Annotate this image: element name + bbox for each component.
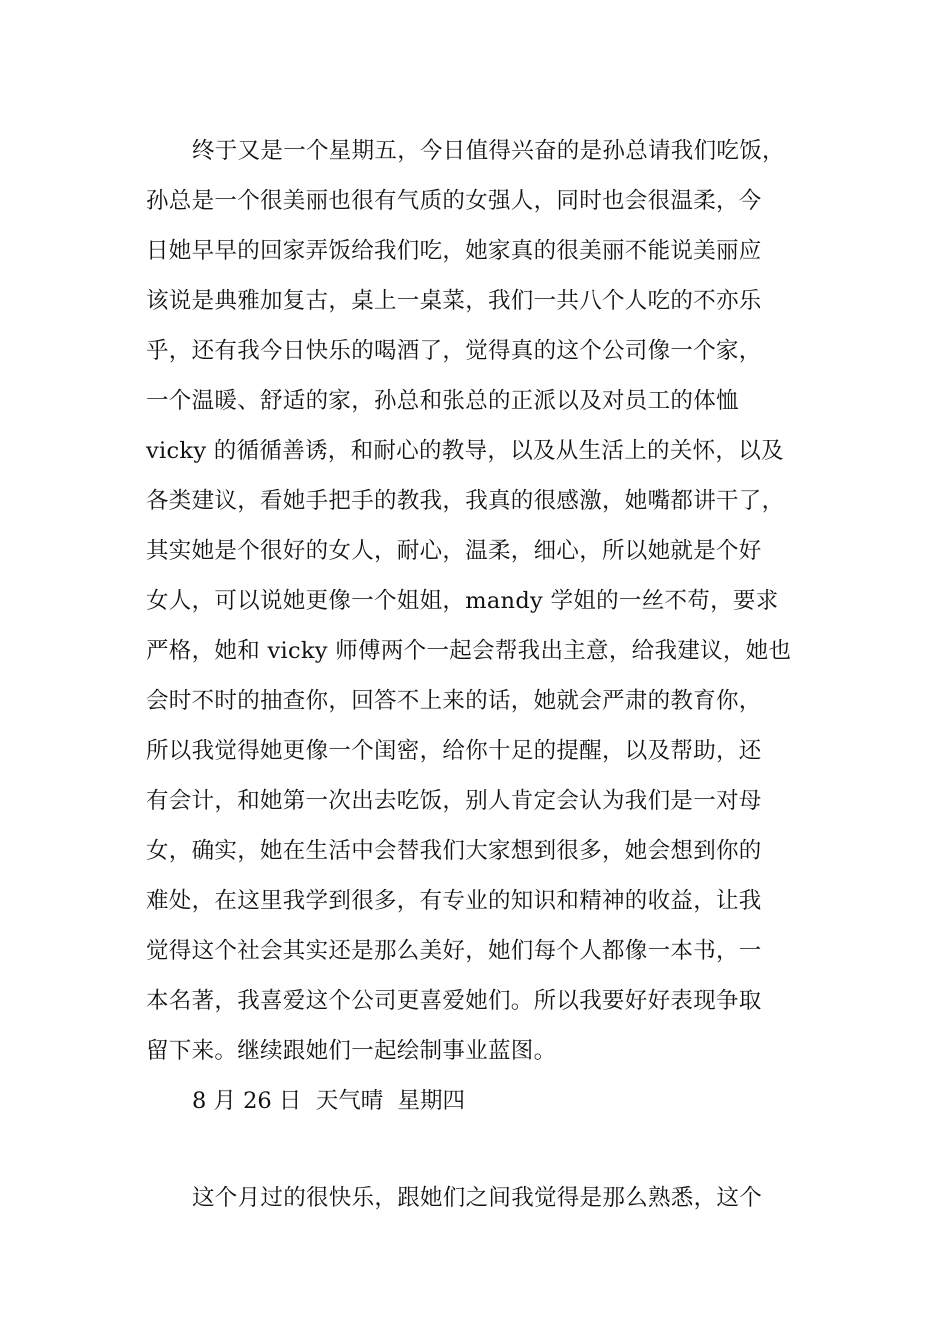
paragraph-line: 一个温暖、舒适的家，孙总和张总的正派以及对员工的体恤: [146, 388, 739, 414]
paragraph-line: 觉得这个社会其实还是那么美好，她们每个人都像一本书，一: [146, 938, 762, 964]
diary-date-heading: 8 月 26 日 天气晴 星期四: [192, 1088, 466, 1114]
paragraph-line: 本名著，我喜爱这个公司更喜爱她们。所以我要好好表现争取: [146, 988, 762, 1014]
paragraph-line: 日她早早的回家弄饭给我们吃，她家真的很美丽不能说美丽应: [146, 238, 762, 264]
paragraph-line: 有会计，和她第一次出去吃饭，别人肯定会认为我们是一对母: [146, 788, 762, 814]
paragraph-line: 终于又是一个星期五，今日值得兴奋的是孙总请我们吃饭，: [192, 138, 785, 164]
paragraph-line: 难处，在这里我学到很多，有专业的知识和精神的收益，让我: [146, 888, 762, 914]
paragraph-line: 这个月过的很快乐，跟她们之间我觉得是那么熟悉，这个: [192, 1185, 763, 1211]
diary-paragraph: [146, 126, 826, 1076]
paragraph-line: 女，确实，她在生活中会替我们大家想到很多，她会想到你的: [146, 838, 762, 864]
paragraph-line: 其实她是个很好的女人，耐心，温柔，细心，所以她就是个好: [146, 538, 762, 564]
paragraph-line: 会时不时的抽查你，回答不上来的话，她就会严肃的教育你，: [146, 688, 762, 714]
paragraph-line: 女人，可以说她更像一个姐姐，mandy 学姐的一丝不苟，要求: [146, 588, 779, 614]
paragraph-line: 孙总是一个很美丽也很有气质的女强人，同时也会很温柔，今: [146, 188, 762, 214]
paragraph-line: 留下来。继续跟她们一起绘制事业蓝图。: [146, 1038, 557, 1064]
paragraph-line: 所以我觉得她更像一个闺密，给你十足的提醒，以及帮助，还: [146, 738, 762, 764]
paragraph-line: 该说是典雅加复古，桌上一桌菜，我们一共八个人吃的不亦乐: [146, 288, 762, 314]
paragraph-line: 各类建议，看她手把手的教我，我真的很感激，她嘴都讲干了，: [146, 488, 785, 514]
paragraph-line: 乎，还有我今日快乐的喝酒了，觉得真的这个公司像一个家，: [146, 338, 762, 364]
paragraph-line: 严格，她和 vicky 师傅两个一起会帮我出主意，给我建议，她也: [146, 638, 792, 664]
paragraph-line: vicky 的循循善诱，和耐心的教导，以及从生活上的关怀，以及: [146, 438, 784, 464]
